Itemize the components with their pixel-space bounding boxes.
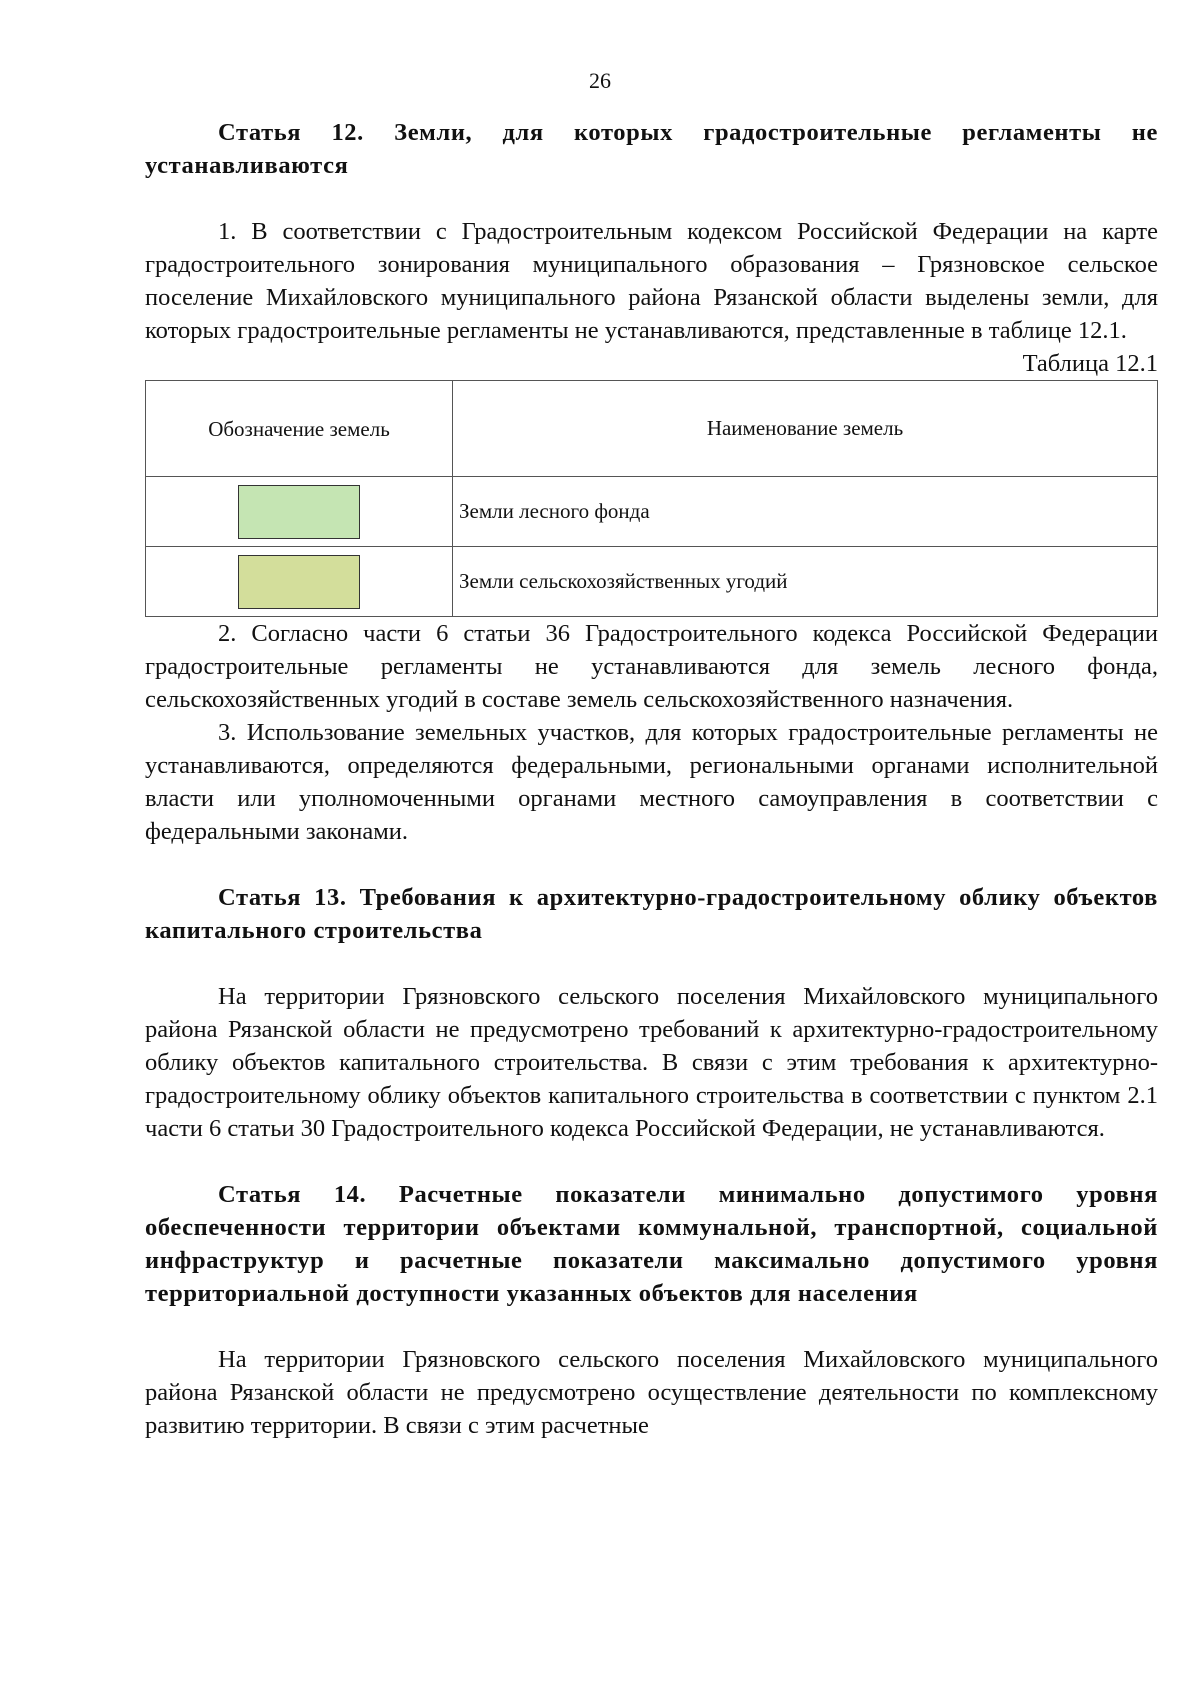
spacer xyxy=(145,848,1158,881)
article-13-heading: Статья 13. Требования к архитектурно-градостроительному облику объектов капитального строительства xyxy=(145,884,1158,944)
article-12-paragraph-3: 3. Использование земельных участков, для которых градостроительные регламенты не устанавливаются, определяются федеральными, региональными органами исполнительной власти или уполномоченными органами местного самоуправления в соответствии с федеральными законами. xyxy=(145,719,1158,845)
table-caption: Таблица 12.1 xyxy=(1022,350,1158,377)
symbol-cell xyxy=(146,547,453,617)
article-12-paragraph-1: 1. В соответствии с Градостроительным кодексом Российской Федерации на карте градостроительного зонирования муниципального образования – Грязновское сельское поселение Михайловского муниципального района Рязанской области выделены земли, для которых градостроительные регламенты не устанавливаются, представленные в таблице 12.1. xyxy=(145,218,1158,344)
article-12-paragraph-2: 2. Согласно части 6 статьи 36 Градостроительного кодекса Российской Федерации градостроительные регламенты не устанавливаются для земель лесного фонда, сельскохозяйственных угодий в составе земель сельскохозяйственного назначения. xyxy=(145,620,1158,713)
page-number: 26 xyxy=(589,68,611,93)
land-name-cell: Земли лесного фонда xyxy=(453,477,1158,547)
agricultural-land-swatch xyxy=(238,555,360,609)
table-row xyxy=(146,547,1158,617)
article-13-paragraph-1: На территории Грязновского сельского поселения Михайловского муниципального района Рязанской области не предусмотрено требований к архитектурно-градостроительному облику объектов капитального строительства. В связи с этим требования к архитектурно-градостроительному облику объектов капитального строительства в соответствии с пунктом 2.1 части 6 статьи 30 Градостроительного кодекса Российской Федерации, не устанавливаются. xyxy=(145,983,1158,1142)
forest-fund-swatch xyxy=(238,485,360,539)
symbol-cell xyxy=(146,477,453,547)
spacer xyxy=(145,1145,1158,1178)
header-name: Наименование земель xyxy=(453,381,1158,477)
table-header-row xyxy=(146,381,1158,477)
header-symbol: Обозначение земель xyxy=(146,381,453,477)
spacer xyxy=(145,947,1158,980)
table-row xyxy=(146,477,1158,547)
land-name-cell: Земли сельскохозяйственных угодий xyxy=(453,547,1158,617)
spacer xyxy=(145,182,1158,215)
page-content xyxy=(145,116,1158,1442)
article-14-heading: Статья 14. Расчетные показатели минимально допустимого уровня обеспеченности территории объектами коммунальной, транспортной, социальной инфраструктур и расчетные показатели максимально допустимого уровня территориальной доступности указанных объектов для населения xyxy=(145,1181,1158,1307)
article-14-paragraph-1: На территории Грязновского сельского поселения Михайловского муниципального района Рязанской области не предусмотрено осуществление деятельности по комплексному развитию территории. В связи с этим расчетные xyxy=(145,1346,1158,1439)
lands-table xyxy=(145,380,1158,617)
article-12-heading: Статья 12. Земли, для которых градостроительные регламенты не устанавливаются xyxy=(145,119,1158,179)
spacer xyxy=(145,1310,1158,1343)
